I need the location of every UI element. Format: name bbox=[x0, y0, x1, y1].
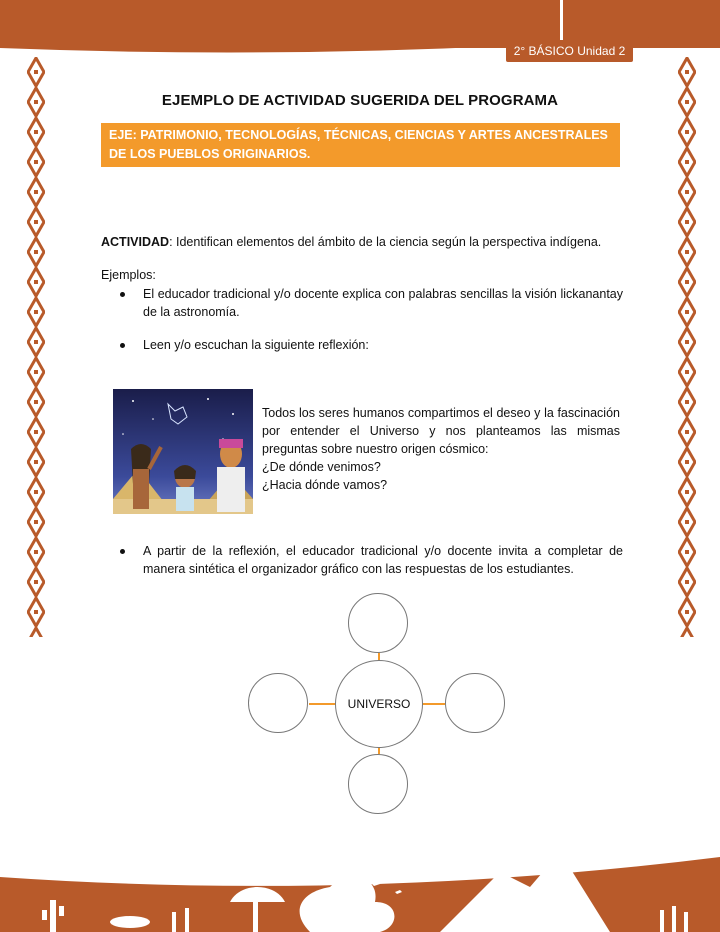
organizer-circle-left[interactable] bbox=[248, 673, 308, 733]
connector-line bbox=[378, 747, 380, 754]
reflexion-question-2: ¿Hacia dónde vamos? bbox=[262, 478, 388, 492]
bullet-item: El educador tradicional y/o docente explica con palabras sencillas la visión lickanantay de la astronomía. bbox=[143, 287, 623, 319]
connector-line bbox=[309, 703, 336, 705]
organizer-circle-bottom[interactable] bbox=[348, 754, 408, 814]
unit-badge: 2° BÁSICO Unidad 2 bbox=[506, 40, 633, 62]
footer-landscape bbox=[0, 832, 720, 932]
reflexion-question-1: ¿De dónde venimos? bbox=[262, 460, 381, 474]
bullet-dot bbox=[120, 292, 125, 297]
left-pattern-border bbox=[27, 57, 45, 637]
eje-banner: EJE: PATRIMONIO, TECNOLOGÍAS, TÉCNICAS, CIENCIAS Y ARTES ANCESTRALES DE LOS PUEBLOS ORIGINARIOS. bbox=[101, 123, 620, 167]
right-pattern-border bbox=[678, 57, 696, 637]
organizer-center-label: UNIVERSO bbox=[347, 697, 411, 711]
bullet-dot bbox=[120, 549, 125, 554]
page-title: EJEMPLO DE ACTIVIDAD SUGERIDA DEL PROGRAMA bbox=[161, 92, 559, 109]
actividad-line bbox=[101, 233, 641, 251]
organizer-circle-top[interactable] bbox=[348, 593, 408, 653]
astronomy-illustration bbox=[113, 389, 253, 514]
organizer-circle-right[interactable] bbox=[445, 673, 505, 733]
bullet-item: Leen y/o escuchan la siguiente reflexión: bbox=[143, 338, 369, 352]
header-tab-line bbox=[560, 0, 563, 40]
bullet-item: A partir de la reflexión, el educador tradicional y/o docente invita a completar de manera sintética el organizador gráfico con las respuestas de los estudiantes. bbox=[143, 544, 623, 576]
reflexion-body: Todos los seres humanos compartimos el deseo y la fascinación por entender el Universo y nos planteamos las mismas preguntas sobre nuestro origen cósmico: bbox=[262, 406, 620, 456]
actividad-text: : Identifican elementos del ámbito de la ciencia según la perspectiva indígena. bbox=[169, 235, 602, 249]
connector-line bbox=[422, 703, 445, 705]
reflexion-text bbox=[262, 404, 620, 494]
ejemplos-label: Ejemplos: bbox=[101, 268, 156, 282]
actividad-label: ACTIVIDAD bbox=[101, 235, 170, 249]
bullet-dot bbox=[120, 343, 125, 348]
